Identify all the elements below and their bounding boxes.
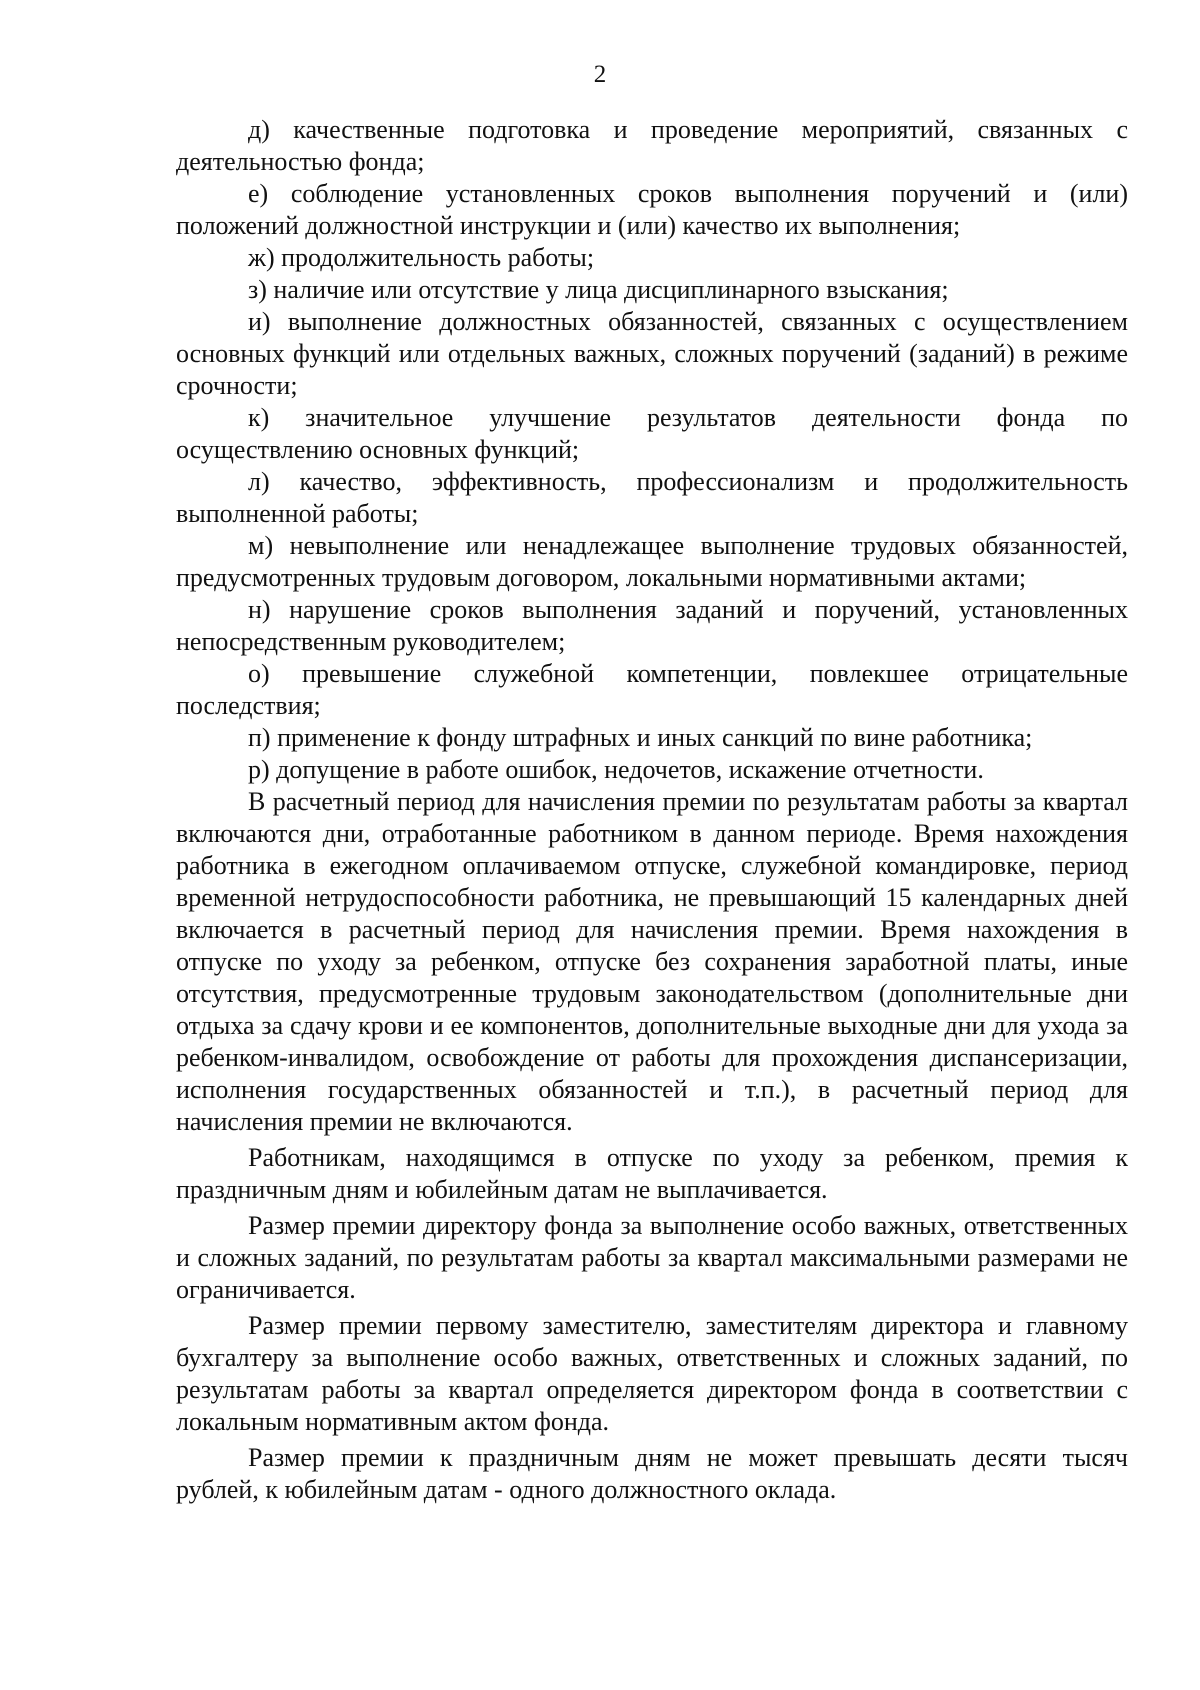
paragraph-calculation-period: В расчетный период для начисления премии по результатам работы за квартал включаются дни, отработанные работником в данном периоде. Время нахождения работника в ежегодном оплачиваемом отпуске, служебной командировке, период временной нетрудоспособности работника, не превышающий 15 календарных дней включается в расчетный период для начисления премии. Время нахождения в отпуске по уходу за ребенком, отпуске без сохранения заработной платы, иные отсутствия, предусмотренные трудовым законодательством (дополнительные дни отдыха за сдачу крови и ее компонентов, дополнительные выходные дни для ухода за ребенком-инвалидом, освобождение от работы для прохождения диспансеризации, исполнения государственных обязанностей и т.п.), в расчетный период для начисления премии не включаются. bbox=[176, 787, 1128, 1136]
list-item-p: п) применение к фонду штрафных и иных санкций по вине работника; bbox=[248, 723, 1033, 752]
list-item-r: р) допущение в работе ошибок, недочетов, искажение отчетности. bbox=[248, 755, 984, 784]
list-item-e: е) соблюдение установленных сроков выполнения поручений и (или) положений должностной инструкции и (или) качество их выполнения; bbox=[176, 179, 1128, 240]
paragraph-parental-leave: Работникам, находящимся в отпуске по уходу за ребенком, премия к праздничным дням и юбилейным датам не выплачивается. bbox=[176, 1143, 1128, 1204]
paragraph-deputies-bonus: Размер премии первому заместителю, заместителям директора и главному бухгалтеру за выполнение особо важных, ответственных и сложных заданий, по результатам работы за квартал определяется директором фонда в соответствии с локальным нормативным актом фонда. bbox=[176, 1311, 1128, 1436]
list-item-o: о) превышение служебной компетенции, повлекшее отрицательные последствия; bbox=[176, 659, 1128, 720]
list-item-l: л) качество, эффективность, профессионализм и продолжительность выполненной работы; bbox=[176, 467, 1128, 528]
list-item-i: и) выполнение должностных обязанностей, связанных с осуществлением основных функций или отдельных важных, сложных поручений (заданий) в режиме срочности; bbox=[176, 307, 1128, 400]
list-item-k: к) значительное улучшение результатов деятельности фонда по осуществлению основных функций; bbox=[176, 403, 1128, 464]
list-item-m: м) невыполнение или ненадлежащее выполнение трудовых обязанностей, предусмотренных трудовым договором, локальными нормативными актами; bbox=[176, 531, 1128, 592]
list-item-d: д) качественные подготовка и проведение мероприятий, связанных с деятельностью фонда; bbox=[176, 115, 1128, 176]
page-number: 2 bbox=[593, 61, 607, 88]
paragraph-holiday-bonus-limit: Размер премии к праздничным дням не может превышать десяти тысяч рублей, к юбилейным датам - одного должностного оклада. bbox=[176, 1443, 1128, 1504]
paragraph-director-bonus: Размер премии директору фонда за выполнение особо важных, ответственных и сложных заданий, по результатам работы за квартал максимальными размерами не ограничивается. bbox=[176, 1211, 1128, 1304]
list-item-zh: ж) продолжительность работы; bbox=[248, 243, 595, 272]
list-item-n: н) нарушение сроков выполнения заданий и поручений, установленных непосредственным руководителем; bbox=[176, 595, 1128, 656]
document-body bbox=[176, 114, 1128, 1506]
list-item-z: з) наличие или отсутствие у лица дисциплинарного взыскания; bbox=[248, 275, 949, 304]
